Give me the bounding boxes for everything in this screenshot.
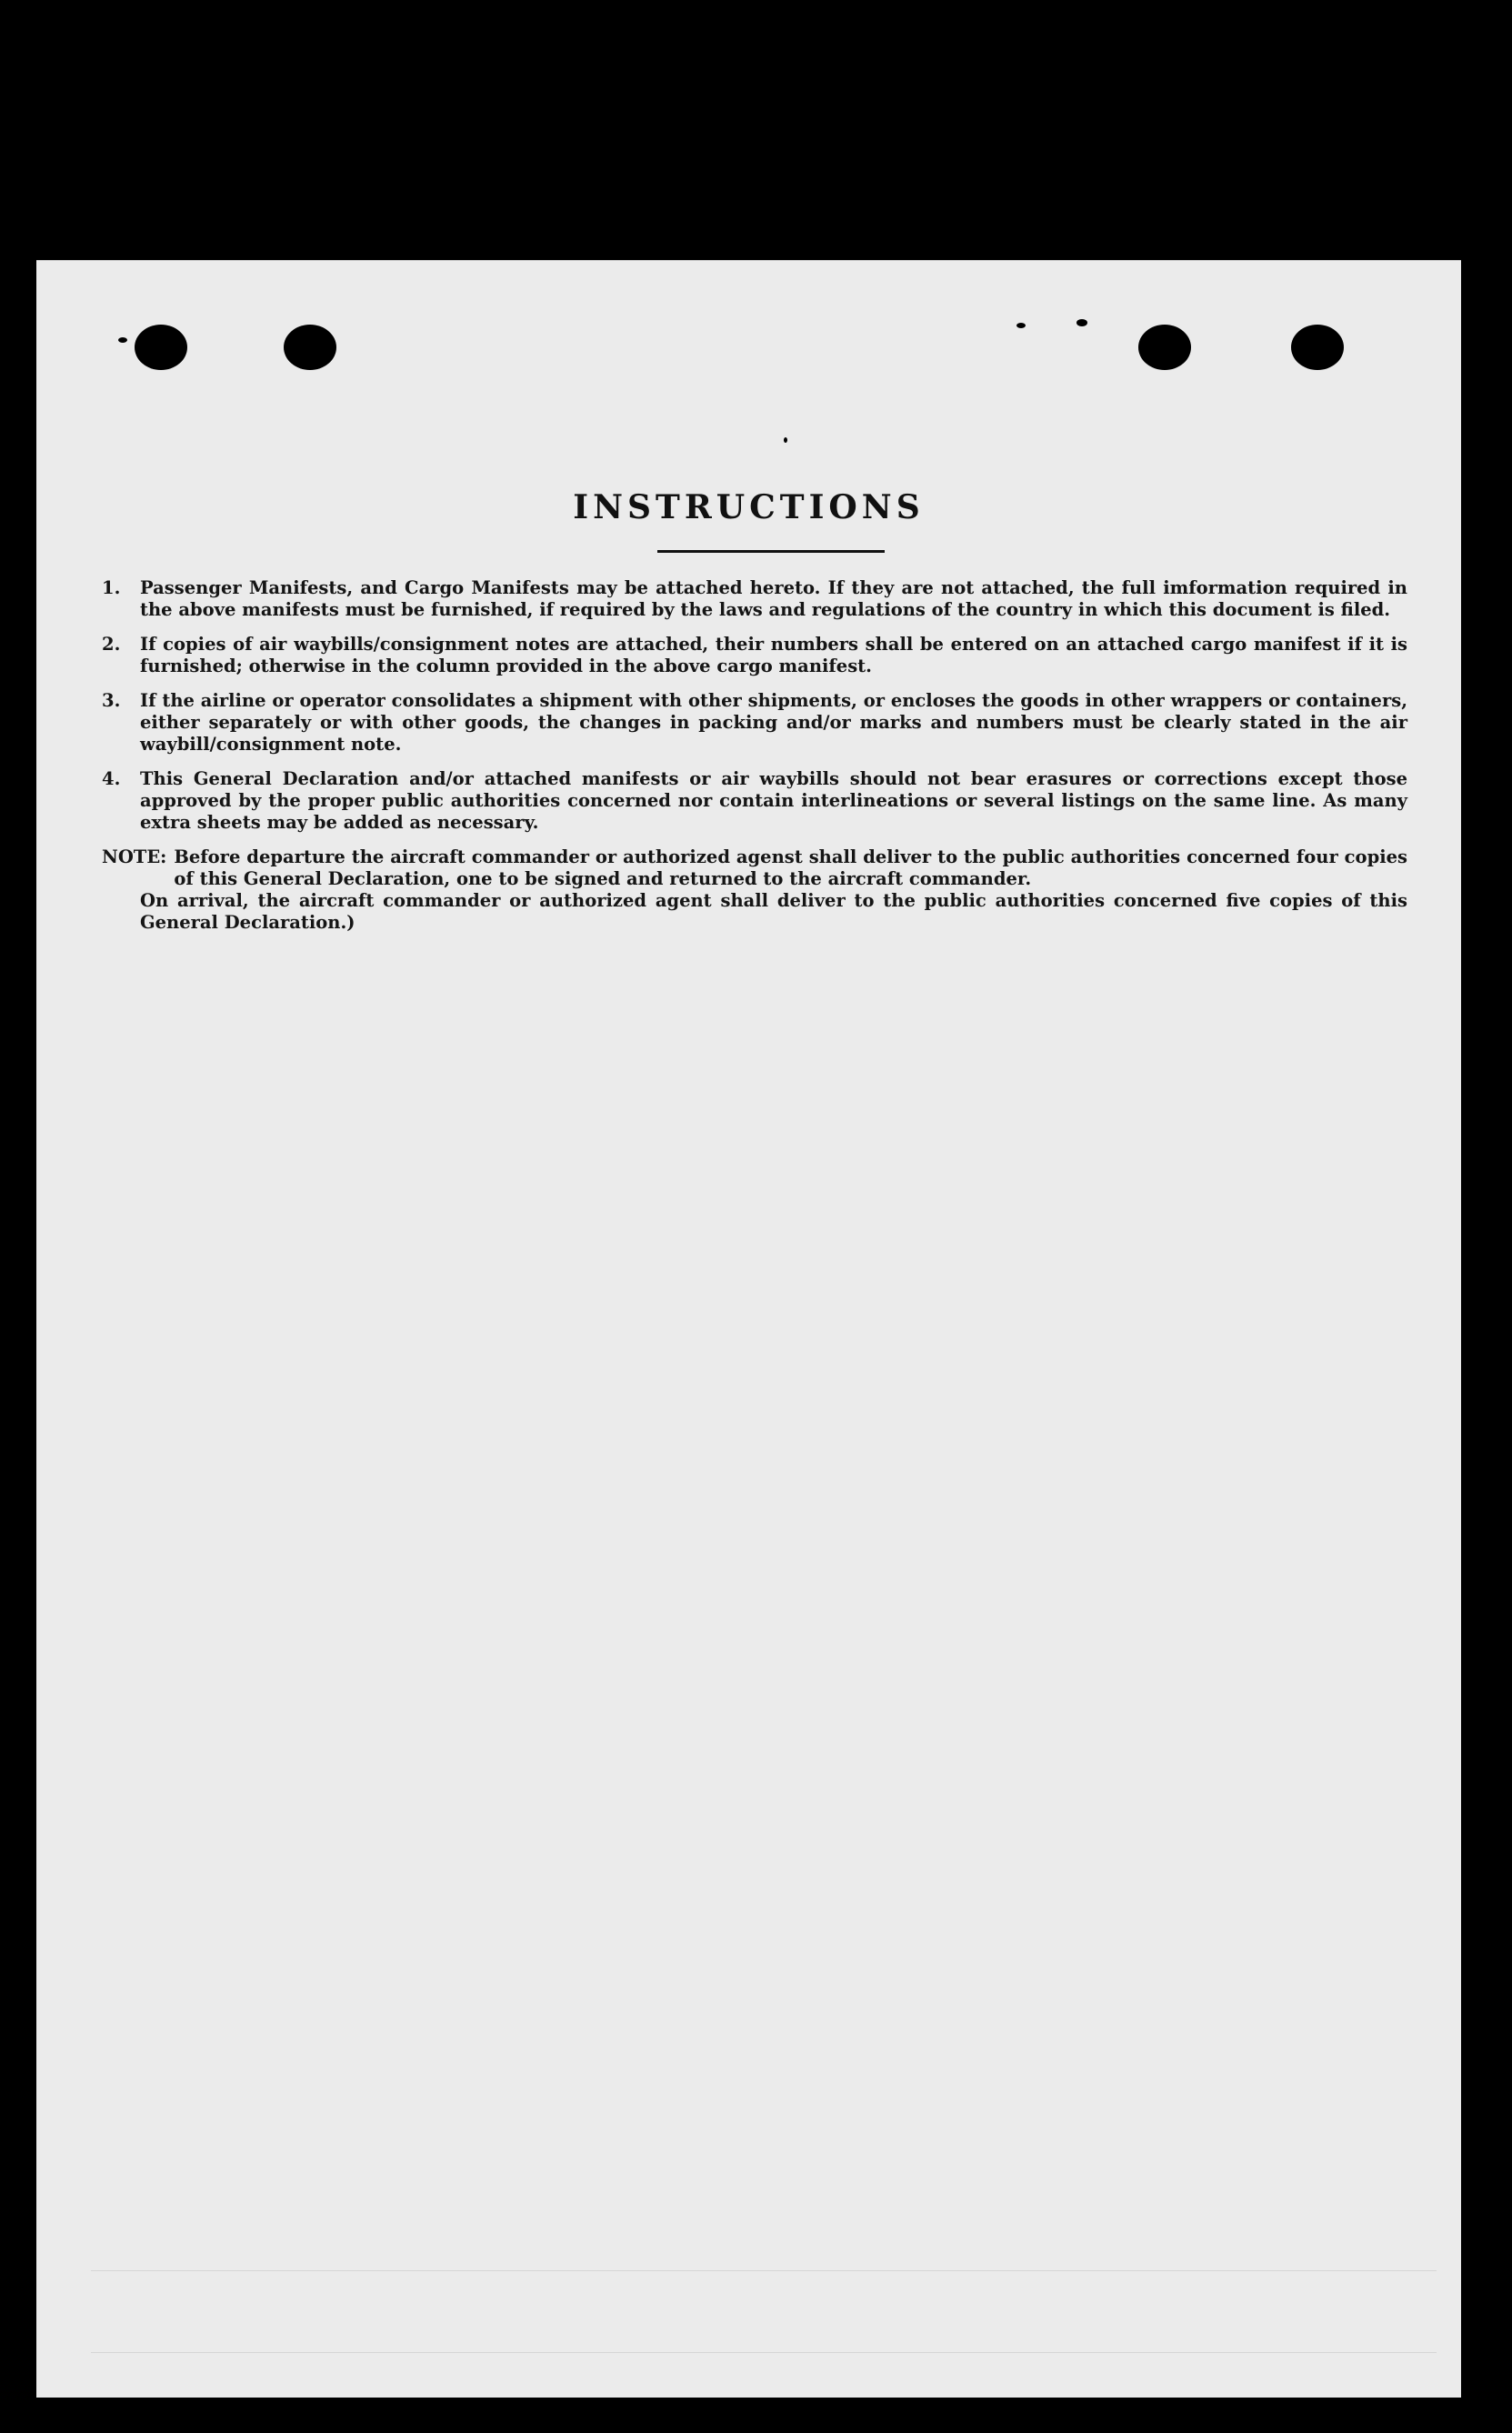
item-number: 3. xyxy=(102,690,121,711)
punch-hole xyxy=(284,325,336,370)
item-number: 1. xyxy=(102,577,121,598)
item-text: If copies of air waybills/consignment notes are attached, their numbers shall be entered on an attached cargo manifest if it is furnished; otherwise in the column provided in the above cargo manifest. xyxy=(140,634,1407,676)
punch-hole xyxy=(1291,325,1344,370)
instructions-list xyxy=(102,577,1407,934)
title-underline xyxy=(657,550,885,553)
instruction-item xyxy=(102,690,1407,756)
punch-hole xyxy=(1138,325,1191,370)
item-text: This General Declaration and/or attached manifests or air waybills should not bear erasures or corrections except those approved by the proper public authorities concerned nor contain interlineations or several listings on the same line. As many extra sheets may be added as necessary. xyxy=(140,768,1407,833)
note-arrival-text: On arrival, the aircraft commander or authorized agent shall deliver to the public authorities concerned five copies of this General Declaration.) xyxy=(140,890,1407,933)
punch-hole xyxy=(135,325,187,370)
item-text: If the airline or operator consolidates a shipment with other shipments, or encloses the goods in other wrappers or containers, either separately or with other goods, the changes in packing and/or marks and numbers must be clearly stated in the air waybill/consignment note. xyxy=(140,690,1407,755)
instruction-item xyxy=(102,768,1407,834)
dust-speck xyxy=(1076,319,1087,326)
bleed-through-mark xyxy=(91,2352,1437,2353)
bleed-through-mark xyxy=(91,2270,1437,2271)
note-text: Before departure the aircraft commander or authorized agenst shall deliver to the public authorities concerned four copies of this General Declaration, one to be signed and returned to the aircraft commander. xyxy=(174,846,1407,889)
page-title: INSTRUCTIONS xyxy=(573,488,925,526)
item-number: 2. xyxy=(102,634,121,655)
instruction-item xyxy=(102,634,1407,677)
document-sheet xyxy=(36,260,1461,2398)
item-number: 4. xyxy=(102,768,121,789)
note-block xyxy=(102,846,1407,890)
instruction-item xyxy=(102,577,1407,621)
dust-speck xyxy=(1016,323,1026,328)
dust-speck xyxy=(118,337,127,343)
dust-speck xyxy=(784,437,787,443)
item-text: Passenger Manifests, and Cargo Manifests may be attached hereto. If they are not attached, the full imformation required in the above manifests must be furnished, if required by the laws and regulations of the country in which this document is filed. xyxy=(140,577,1407,620)
note-label: NOTE: xyxy=(102,846,167,867)
